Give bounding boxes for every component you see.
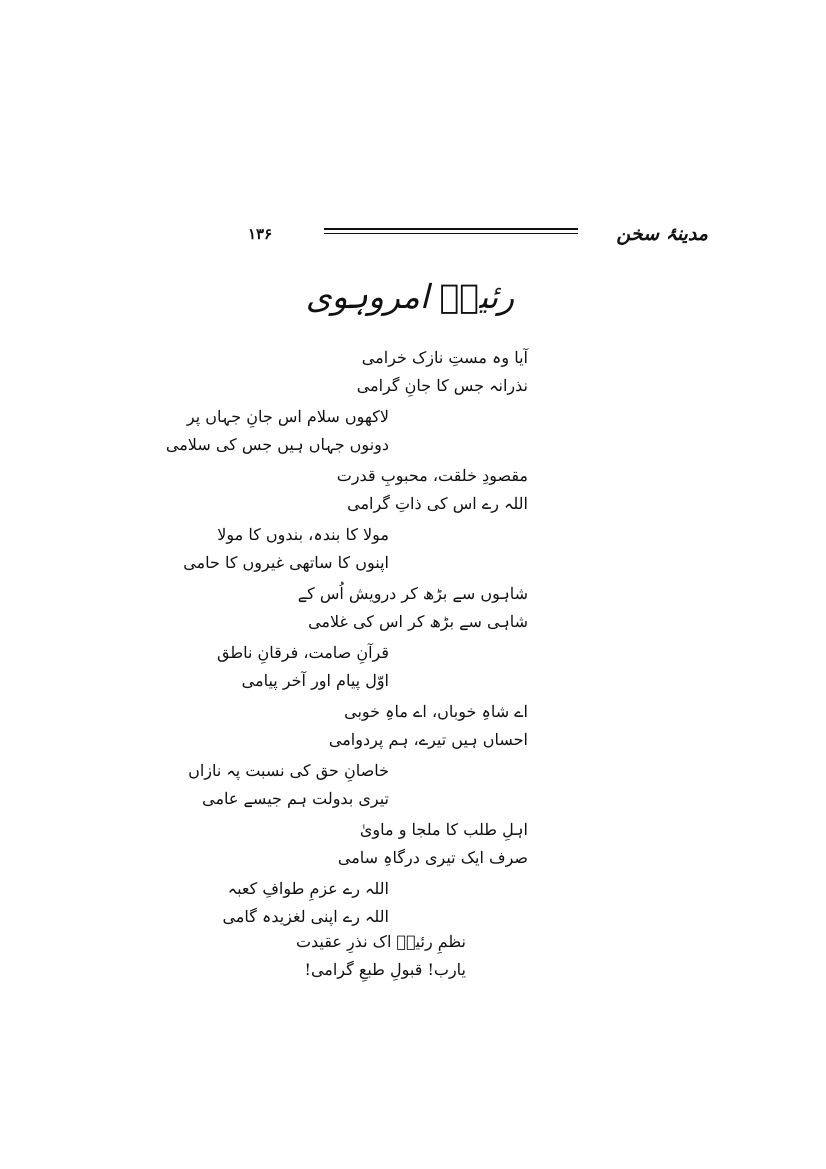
stanza bbox=[296, 928, 466, 984]
poem-line: قرآنِ صامت، فرقانِ ناطق bbox=[217, 643, 389, 662]
stanza bbox=[217, 639, 389, 695]
poem-line: نذرانہ جس کا جانِ گرامی bbox=[356, 376, 528, 395]
page-number: ۱۳۶ bbox=[248, 225, 273, 243]
poem-line: خاصانِ حق کی نسبت پہ نازاں bbox=[188, 761, 389, 780]
poet-name-heading: رئیسؔ امروہوی bbox=[305, 277, 515, 316]
poem-line: اہلِ طلب کا ملجا و ماویٰ bbox=[359, 820, 528, 839]
poem-line: اے شاہِ خوباں، اے ماہِ خوبی bbox=[344, 702, 528, 721]
poem-line: اللہ رے اس کی ذاتِ گرامی bbox=[347, 494, 528, 513]
poem-line: اوّل پیام اور آخر پیامی bbox=[241, 671, 389, 690]
stanza bbox=[166, 403, 389, 459]
poem-line: اپنوں کا ساتھی غیروں کا حامی bbox=[183, 553, 389, 572]
stanza bbox=[329, 698, 528, 754]
stanza bbox=[222, 875, 389, 931]
stanza bbox=[188, 757, 389, 813]
book-title: مدینۂ سخن bbox=[616, 223, 708, 245]
poem-line: صرف ایک تیری درگاہِ سامی bbox=[337, 848, 528, 867]
poem-line: مولا کا بندہ، بندوں کا مولا bbox=[217, 525, 389, 544]
poem-line: یارب! قبولِ طبعِ گرامی! bbox=[304, 960, 466, 979]
stanza bbox=[357, 344, 528, 400]
header-rule-thin bbox=[324, 233, 578, 234]
poem-line: مقصودِ خلقت، محبوبِ قدرت bbox=[336, 466, 528, 485]
poem bbox=[0, 344, 826, 1004]
poem-line: آیا وہ مستِ نازک خرامی bbox=[361, 348, 528, 367]
poem-line: دونوں جہاں ہیں جس کی سلامی bbox=[165, 435, 389, 454]
poem-line: اللہ رے اپنی لغزیدہ گامی bbox=[222, 907, 389, 926]
stanza bbox=[337, 462, 528, 518]
poem-line: لاکھوں سلام اس جانِ جہاں پر bbox=[186, 407, 389, 426]
poem-line: اللہ رے عزمِ طوافِ کعبہ bbox=[227, 879, 389, 898]
header-rule bbox=[324, 228, 578, 230]
stanza bbox=[298, 580, 528, 636]
poem-line: احساں ہیں تیرے، ہم پردوامی bbox=[328, 730, 528, 749]
poem-line: تیری بدولت ہم جیسے عامی bbox=[202, 789, 389, 808]
page-header bbox=[248, 222, 708, 246]
stanza bbox=[183, 521, 389, 577]
poem-line: شاہوں سے بڑھ کر درویش اُس کے bbox=[297, 584, 528, 603]
stanza bbox=[338, 816, 528, 872]
poem-line: شاہی سے بڑھ کر اس کی غلامی bbox=[308, 612, 528, 631]
poem-line: نظمِ رئیسؔ اک نذرِ عقیدت bbox=[295, 932, 466, 951]
